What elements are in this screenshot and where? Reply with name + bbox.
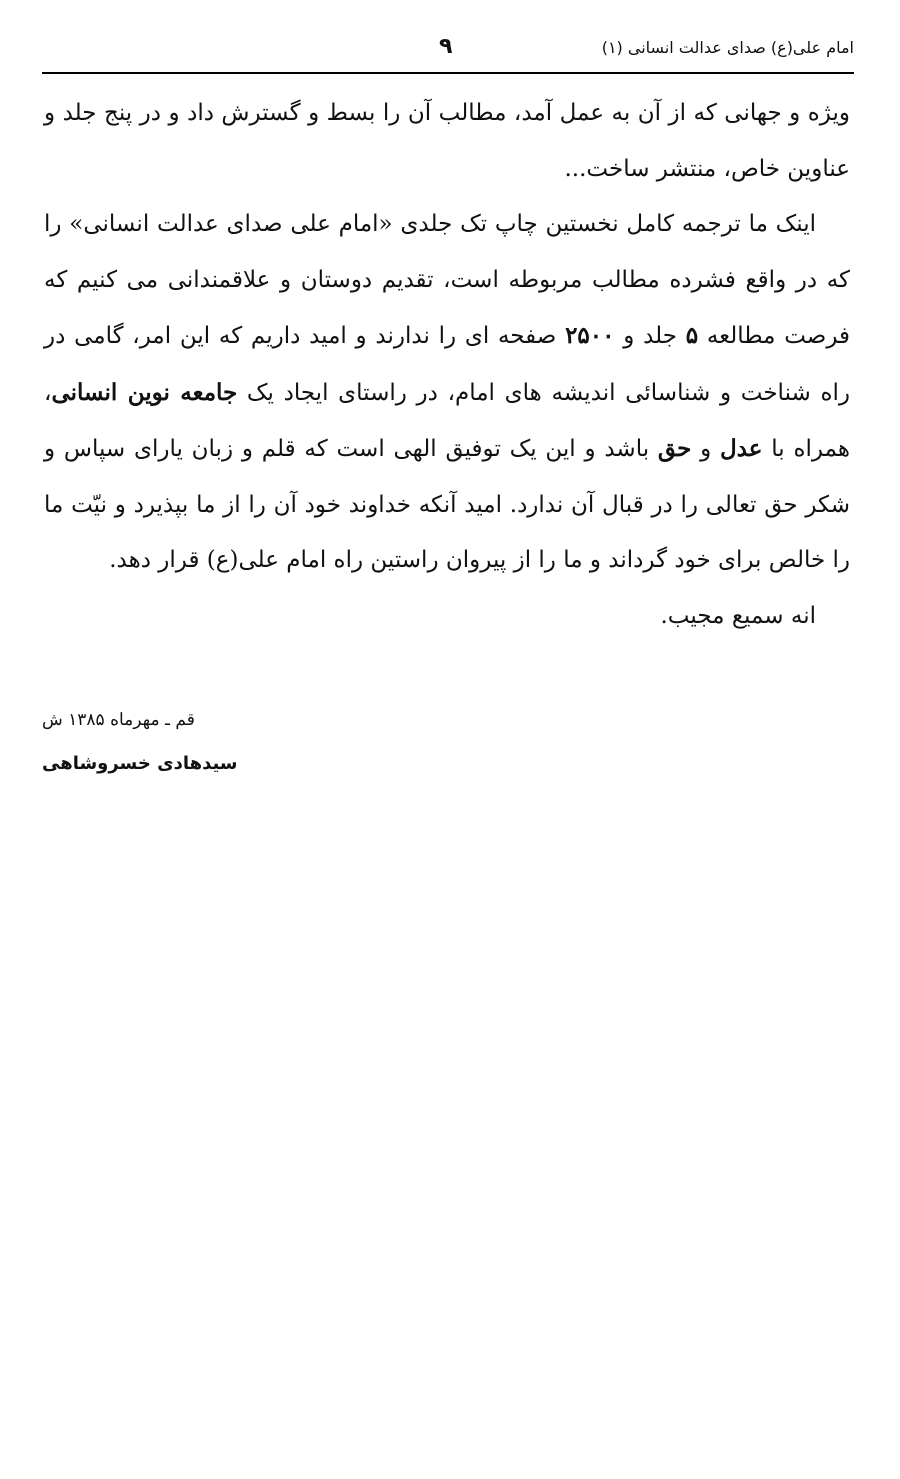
paragraph-2-text: جلد و [614, 323, 686, 349]
paragraph-2-text: باشد و این یک توفیق الهی است که قلم و زبان یارای سپاس و شکر حق تعالی را در قبال آن ندارد. امید آنکه خداوند خود آن را از ما بپذیرد و نیّت ما را خالص برای خود گرداند و ما را از پیروان راستین راه امام علی(ع) قرار دهد. [44, 436, 850, 573]
paragraph-2 [44, 197, 850, 589]
paragraph-2-text: ، همراه با [44, 379, 851, 462]
paragraph-1: ویژه و جهانی که از آن به عمل آمد، مطالب آن را بسط و گسترش داد و در پنج جلد و عناوین خاص، منتشر ساخت... [44, 100, 850, 182]
paragraph-2-text: صفحه ای را ندارند و امید داریم که این امر، گامی در راه شناخت و شناسائی اندیشه های امام، در راستای ایجاد یک [44, 323, 851, 406]
body-text [44, 86, 850, 644]
paragraph-2-text: و [691, 436, 720, 462]
signature-block [42, 706, 342, 778]
volume-count: ۵ [685, 322, 699, 349]
page-number: ۹ [439, 34, 453, 59]
page-count: ۲۵۰۰ [565, 322, 615, 349]
emphasis-new-society: جامعه نوین انسانی [51, 378, 238, 406]
running-title: امام علی(ع) صدای عدالت انسانی (۱) [601, 38, 854, 57]
author-name: سیدهادی خسروشاهی [42, 753, 238, 774]
paragraph-2-text: اینک ما ترجمه کامل نخستین چاپ تک جلدی «امام علی صدای عدالت انسانی» را که در واقع فشرده مطالب مربوطه است، تقدیم دوستان و علاقمندانی می کنیم که فرصت مطالعه [44, 211, 851, 349]
emphasis-justice: عدل [719, 435, 763, 462]
place-date: قم ـ مهرماه ۱۳۸۵ ش [42, 710, 195, 730]
closing-line: انه سمیع مجیب. [660, 602, 816, 629]
header-divider [42, 72, 854, 74]
emphasis-truth: حق [657, 435, 692, 462]
page-header [42, 34, 854, 68]
